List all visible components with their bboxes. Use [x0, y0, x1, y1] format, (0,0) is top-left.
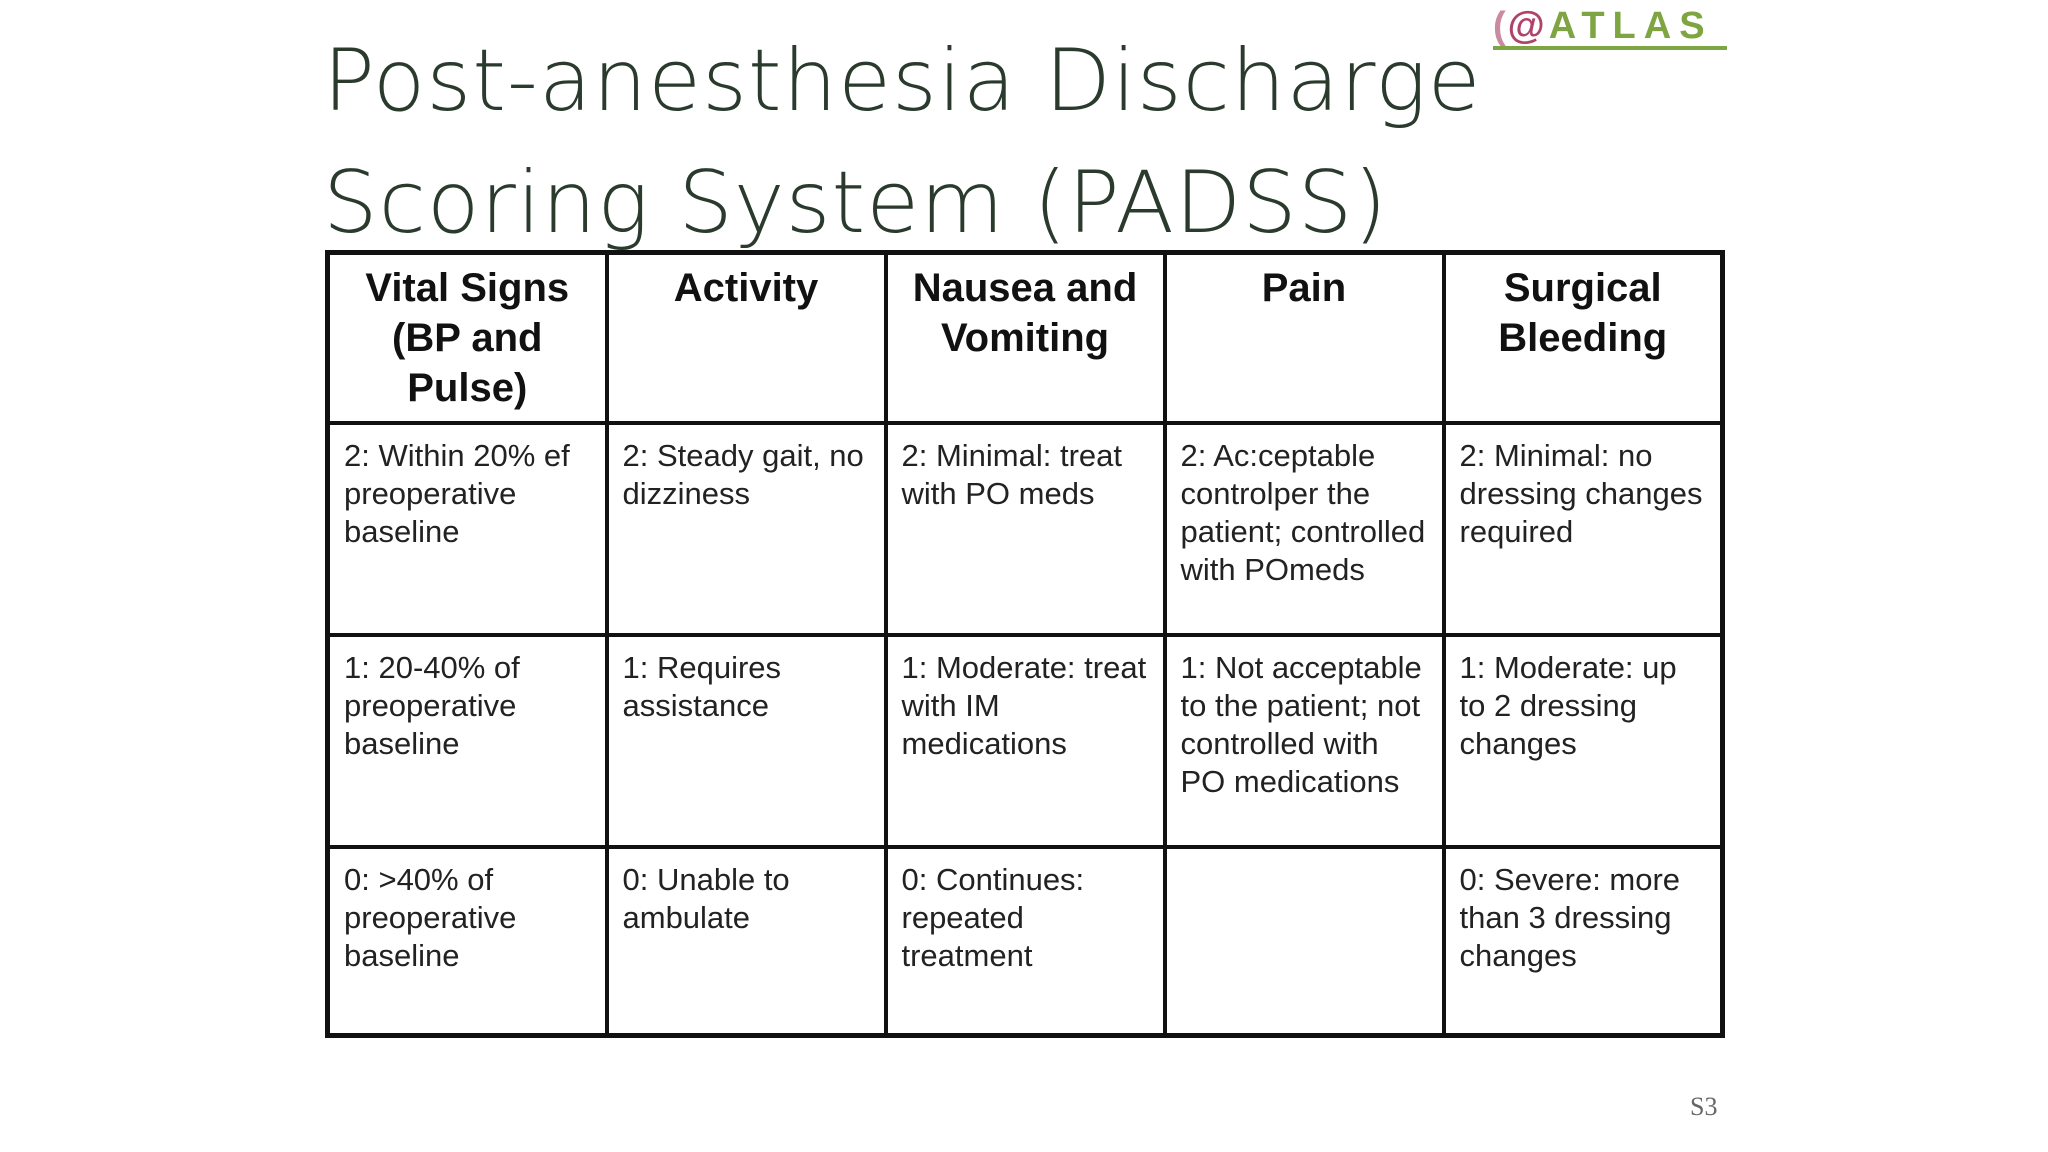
- table-header-row: [328, 253, 1723, 424]
- cell-vital-signs-score-2: 2: Within 20% ef preoperative baseline: [328, 423, 607, 635]
- logo-at: @: [1507, 6, 1549, 47]
- cell-nausea-score-0: 0: Continues: repeated treatment: [886, 847, 1165, 1036]
- cell-bleeding-score-0: 0: Severe: more than 3 dressing changes: [1444, 847, 1723, 1036]
- header-surgical-bleeding: Surgical Bleeding: [1444, 253, 1723, 424]
- logo-paren: (: [1493, 6, 1508, 47]
- slide-title-line-1: Post-anesthesia Discharge: [323, 31, 1482, 131]
- header-activity: Activity: [607, 253, 886, 424]
- cell-vital-signs-score-1: 1: 20-40% of preoperative baseline: [328, 635, 607, 847]
- header-vital-signs: Vital Signs (BP and Pulse): [328, 253, 607, 424]
- cell-nausea-score-1: 1: Moderate: treat with IM medications: [886, 635, 1165, 847]
- logo-text: ATLAS: [1548, 6, 1713, 47]
- table-row: [328, 423, 1723, 635]
- cell-vital-signs-score-0: 0: >40% of preoperative baseline: [328, 847, 607, 1036]
- slide-title-line-2: Scoring System (PADSS): [323, 153, 1388, 253]
- slide-title: [323, 20, 1482, 264]
- slide-number: S3: [1690, 1092, 1718, 1121]
- cell-pain-score-0: [1165, 847, 1444, 1036]
- cell-nausea-score-2: 2: Minimal: treat with PO meds: [886, 423, 1165, 635]
- cell-bleeding-score-1: 1: Moderate: up to 2 dressing changes: [1444, 635, 1723, 847]
- table-row: [328, 847, 1723, 1036]
- header-nausea-vomiting: Nausea and Vomiting: [886, 253, 1165, 424]
- atlas-logo: [1493, 6, 1727, 50]
- cell-activity-score-0: 0: Unable to ambulate: [607, 847, 886, 1036]
- cell-pain-score-1: 1: Not acceptable to the patient; not controlled with PO medications: [1165, 635, 1444, 847]
- table-row: [328, 635, 1723, 847]
- cell-pain-score-2: 2: Ac:ceptable controlper the patient; controlled with POmeds: [1165, 423, 1444, 635]
- cell-activity-score-1: 1: Requires assistance: [607, 635, 886, 847]
- padss-table: [325, 250, 1725, 1038]
- header-pain: Pain: [1165, 253, 1444, 424]
- cell-bleeding-score-2: 2: Minimal: no dressing changes required: [1444, 423, 1723, 635]
- cell-activity-score-2: 2: Steady gait, no dizziness: [607, 423, 886, 635]
